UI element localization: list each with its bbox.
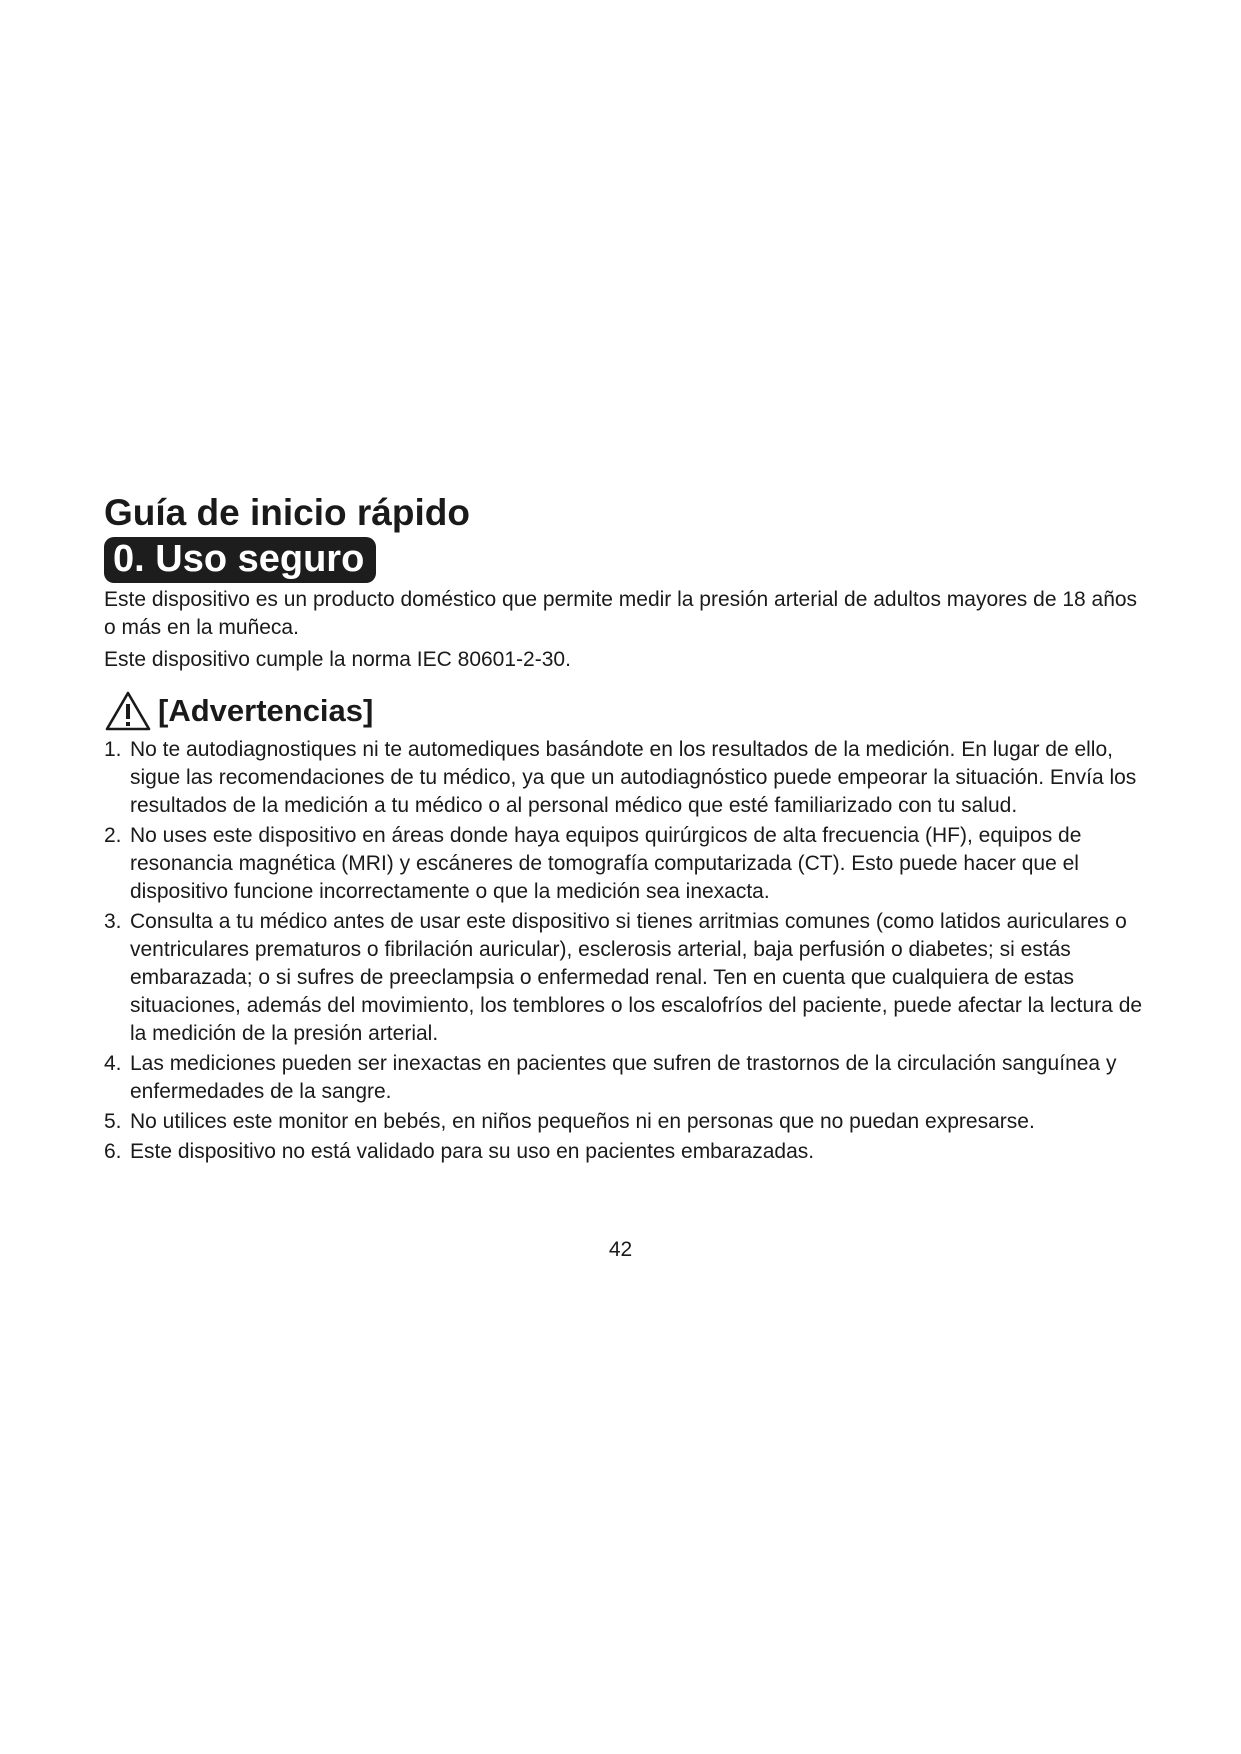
list-item xyxy=(104,1138,1144,1166)
list-item xyxy=(104,908,1144,1048)
list-item-number: 3. xyxy=(104,910,122,933)
intro-paragraph: Este dispositivo es un producto doméstico que permite medir la presión arterial de adultos mayores de 18 años o más en la muñeca. xyxy=(104,588,1138,639)
warnings-heading xyxy=(104,690,1144,732)
section-badge: 0. Uso seguro xyxy=(104,537,376,583)
intro xyxy=(104,586,1144,674)
document-title: Guía de inicio rápido xyxy=(104,492,470,533)
list-item-number: 4. xyxy=(104,1052,122,1075)
list-item xyxy=(104,1108,1144,1136)
list-item-number: 5. xyxy=(104,1110,122,1133)
page-number: 42 xyxy=(608,1238,633,1261)
list-item xyxy=(104,1050,1144,1106)
list-item xyxy=(104,736,1144,820)
list-item-number: 1. xyxy=(104,738,122,761)
warnings-title: [Advertencias] xyxy=(158,693,374,728)
list-item-text: No uses este dispositivo en áreas donde haya equipos quirúrgicos de alta frecuencia (HF), equipos de resonancia magnética (MRI) y escáneres de tomografía computarizada (CT). Esto puede hacer que el dispositivo funcione incorrectamente o que la medición sea inexacta. xyxy=(130,824,1082,903)
list-item-number: 6. xyxy=(104,1140,122,1163)
page-content xyxy=(104,490,1144,1168)
list-item-text: Consulta a tu médico antes de usar este dispositivo si tienes arritmias comunes (como latidos auriculares o ventriculares prematuros o fibrilación auricular), esclerosis arterial, baja perfusión o diabetes; si estás embarazada; o si sufres de preeclampsia o enfermedad renal. Ten en cuenta que cualquiera de estas situaciones, además del movimiento, los temblores o los escalofríos del paciente, puede afectar la lectura de la medición de la presión arterial. xyxy=(130,910,1143,1045)
list-item-text: Este dispositivo no está validado para su uso en pacientes embarazadas. xyxy=(130,1140,815,1163)
list-item-text: Las mediciones pueden ser inexactas en pacientes que sufren de trastornos de la circulación sanguínea y enfermedades de la sangre. xyxy=(130,1052,1117,1103)
list-item-text: No utilices este monitor en bebés, en niños pequeños ni en personas que no puedan expresarse. xyxy=(130,1110,1035,1133)
list-item-text: No te autodiagnostiques ni te automediques basándote en los resultados de la medición. En lugar de ello, sigue las recomendaciones de tu médico, ya que un autodiagnóstico puede empeorar la situación. Envía los resultados de la medición a tu médico o al personal médico que esté familiarizado con tu salud. xyxy=(130,738,1137,817)
intro-paragraph: Este dispositivo cumple la norma IEC 80601-2-30. xyxy=(104,648,571,671)
warning-triangle-icon xyxy=(104,690,152,732)
warnings-list xyxy=(104,736,1144,1166)
list-item-number: 2. xyxy=(104,824,122,847)
list-item xyxy=(104,822,1144,906)
